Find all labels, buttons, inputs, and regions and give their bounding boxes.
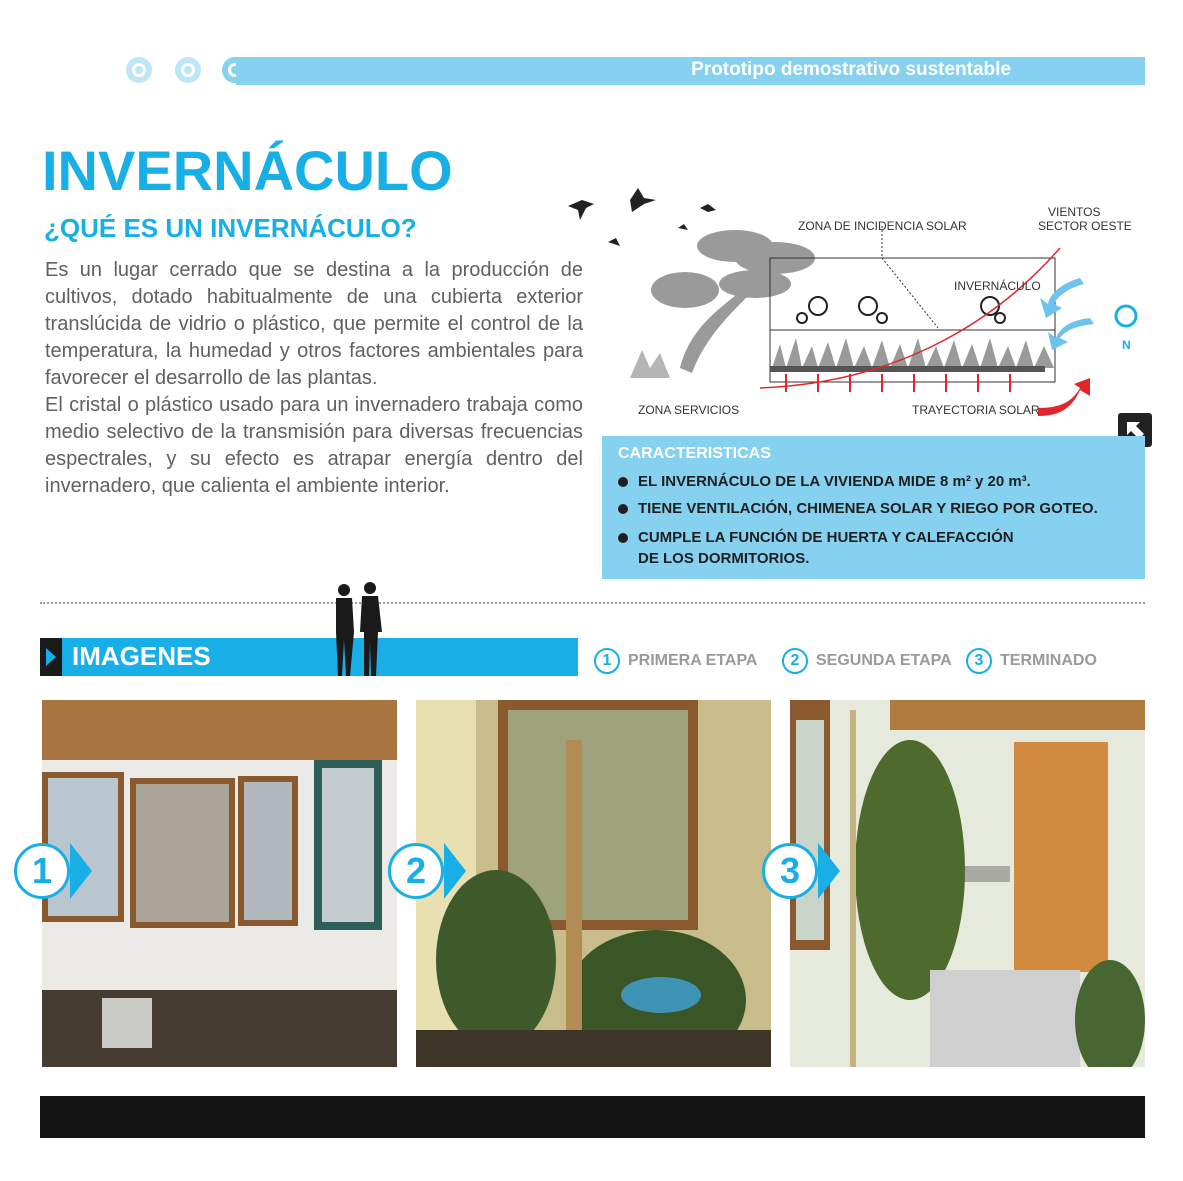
label-zona-servicios: ZONA SERVICIOS xyxy=(638,403,740,417)
label-trayectoria-solar: TRAYECTORIA SOLAR xyxy=(912,403,1040,417)
sun-rays-arrows xyxy=(786,374,1010,392)
wind-arrow-icon xyxy=(1040,278,1084,318)
characteristics-title: CARACTERISTICAS xyxy=(618,445,771,462)
compass-label: N xyxy=(1122,338,1131,352)
label-vientos: VIENTOS xyxy=(1048,205,1101,219)
badge-arrow-icon xyxy=(818,843,840,899)
bullet-icon xyxy=(618,477,628,487)
images-header-marker xyxy=(40,638,62,676)
label-invernaculo: INVERNÁCULO xyxy=(954,279,1041,293)
bullet-icon xyxy=(618,533,628,543)
birds-illustration xyxy=(568,188,716,246)
stage-legend-2: 2 SEGUNDA ETAPA xyxy=(782,648,952,674)
solar-arrow-icon xyxy=(1038,378,1090,416)
bullet-icon xyxy=(618,504,628,514)
compass-icon xyxy=(1116,306,1136,326)
page-title: INVERNÁCULO xyxy=(42,139,453,202)
characteristic-item-continued: DE LOS DORMITORIOS. xyxy=(638,550,810,567)
characteristic-item: CUMPLE LA FUNCIÓN DE HUERTA Y CALEFACCIÓN xyxy=(618,528,1014,548)
stage-legend-1: 1 PRIMERA ETAPA xyxy=(594,648,757,674)
characteristic-item: TIENE VENTILACIÓN, CHIMENEA SOLAR Y RIEGO POR GOTEO. xyxy=(618,499,1098,519)
label-sector-oeste: SECTOR OESTE xyxy=(1038,219,1132,233)
section-subtitle: ¿QUÉ ES UN INVERNÁCULO? xyxy=(44,213,417,243)
characteristic-item: EL INVERNÁCULO DE LA VIVIENDA MIDE 8 m² y 20 m³. xyxy=(618,472,1031,492)
body-paragraph-2: El cristal o plástico usado para un invernadero trabaja como medio selectivo de la transmisión para diversas frecuencias espectrales, y su efecto es atrapar energía dentro del invernadero, que calienta el ambiente interior. xyxy=(45,394,583,497)
photo-terminado xyxy=(790,700,1145,1067)
images-title: IMAGENES xyxy=(72,641,211,671)
stage-badge-1: 1 xyxy=(14,843,70,899)
badge-arrow-icon xyxy=(444,843,466,899)
photo-segunda-etapa xyxy=(416,700,771,1067)
label-zona-incidencia: ZONA DE INCIDENCIA SOLAR xyxy=(798,219,967,233)
header-ring-1 xyxy=(126,57,152,83)
header-ring-2 xyxy=(175,57,201,83)
footer-bar xyxy=(40,1096,1145,1138)
stage-legend-3: 3 TERMINADO xyxy=(966,648,1097,674)
tree-illustration xyxy=(630,230,815,378)
stage-badge-3: 3 xyxy=(762,843,818,899)
header-title: Prototipo demostrativo sustentable xyxy=(691,59,1011,80)
badge-arrow-icon xyxy=(70,843,92,899)
couple-silhouette xyxy=(330,580,386,676)
stage-badge-2: 2 xyxy=(388,843,444,899)
flowers-illustration xyxy=(797,297,1005,323)
greenhouse-diagram xyxy=(560,178,1160,438)
photo-primera-etapa xyxy=(42,700,397,1067)
grass-illustration xyxy=(772,338,1054,368)
body-paragraph-1: Es un lugar cerrado que se destina a la producción de cultivos, dotado habitualmente de una cubierta exterior translúcida de vidrio o plástico, que permite el control de la temperatura, la humedad y otros factores ambientales para favorecer el desarrollo de las plantas. xyxy=(45,259,583,389)
section-divider xyxy=(40,602,1145,604)
greenhouse-floor xyxy=(770,366,1045,372)
body-text xyxy=(45,257,583,500)
